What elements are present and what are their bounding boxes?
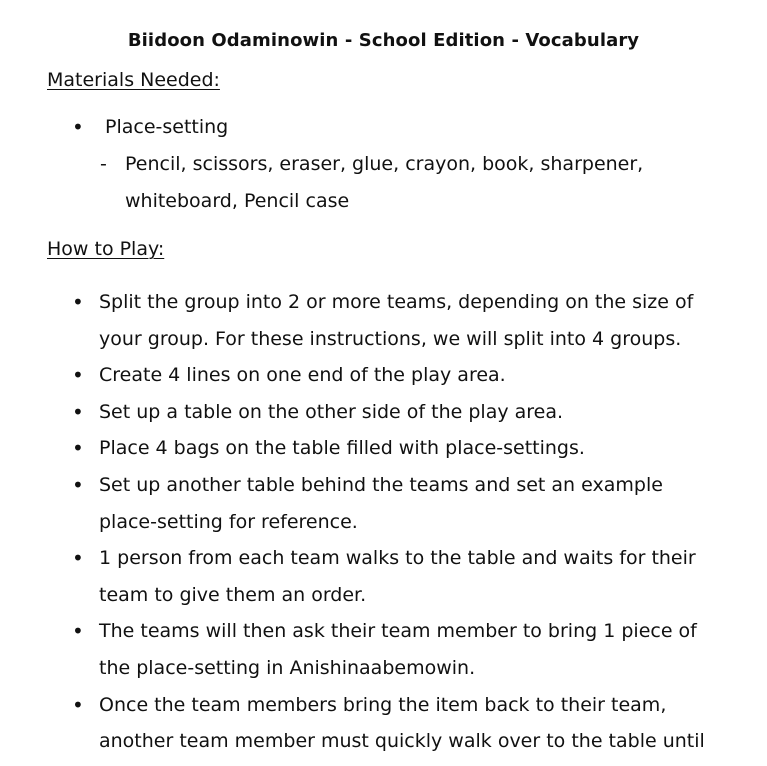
step-text: Once the team members bring the item back to their team, another team member must quickly walk over to the table until	[99, 693, 705, 753]
step-item	[0, 540, 719, 613]
step-text: 1 person from each team walks to the table and waits for their team to give them an order.	[99, 547, 696, 606]
bullet-dot-icon: •	[72, 472, 84, 497]
bullet-dot-icon: •	[72, 290, 84, 314]
step-item	[0, 394, 719, 431]
step-text: Set up another table behind the teams and set an example place-setting for reference.	[99, 473, 663, 533]
materials-item-label: Place-setting	[105, 116, 229, 138]
bullet-dot-icon: •	[72, 363, 84, 388]
step-item	[0, 613, 719, 686]
bullet-dot-icon: •	[72, 546, 84, 571]
step-item	[0, 284, 719, 357]
how-to-play-heading: How to Play:	[47, 238, 165, 260]
materials-sub-item: Pencil, scissors, eraser, glue, crayon, book, sharpener, whiteboard, Pencil case	[125, 153, 644, 212]
bullet-dot-icon: •	[72, 619, 84, 644]
step-text: Split the group into 2 or more teams, depending on the size of your group. For these instructions, we will split into 4 groups.	[99, 291, 694, 350]
how-to-play-steps	[0, 284, 767, 760]
page-title: Biidoon Odaminowin - School Edition - Vocabulary	[127, 30, 640, 51]
bullet-dot-icon: •	[72, 115, 84, 139]
step-item	[0, 467, 719, 540]
step-item	[0, 357, 719, 394]
step-item	[0, 687, 719, 760]
step-text: Create 4 lines on one end of the play area.	[99, 364, 506, 387]
bullet-dot-icon: •	[72, 399, 84, 424]
step-text: The teams will then ask their team member to bring 1 piece of the place-setting in Anishinaabemowin.	[99, 620, 697, 679]
step-text: Place 4 bags on the table filled with place-settings.	[99, 437, 585, 460]
dash-icon: -	[100, 153, 107, 175]
bullet-dot-icon: •	[72, 692, 84, 717]
step-item	[0, 430, 719, 467]
step-text: Set up a table on the other side of the play area.	[99, 400, 564, 423]
bullet-dot-icon: •	[72, 436, 84, 461]
materials-heading: Materials Needed:	[47, 69, 220, 91]
